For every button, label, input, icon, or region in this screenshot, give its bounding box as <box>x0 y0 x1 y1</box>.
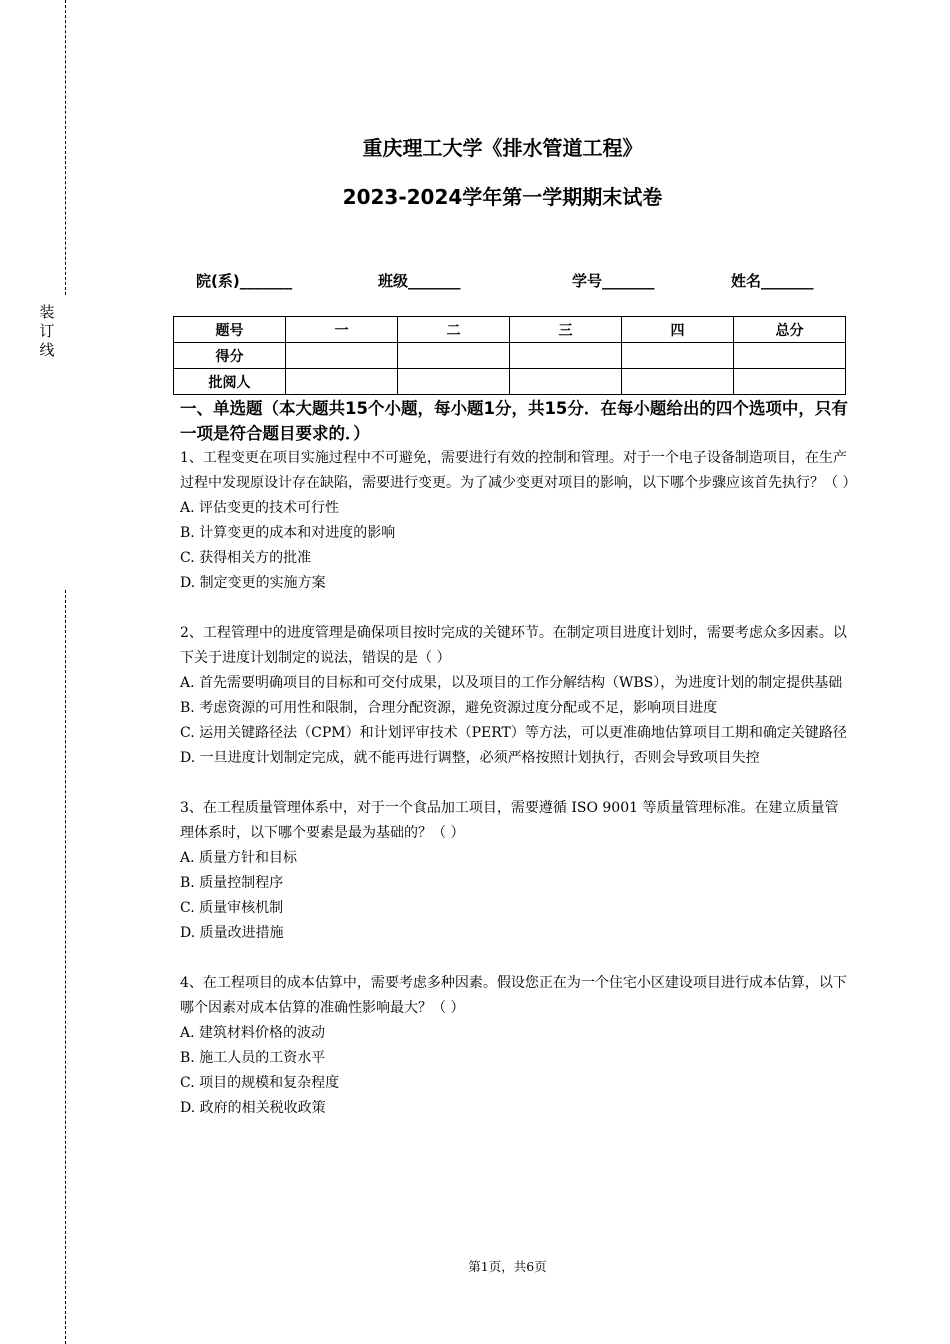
question-2 <box>180 621 852 771</box>
option-c: C. 运用关键路径法（CPM）和计划评审技术（PERT）等方法，可以更准确地估算项目工期和确定关键路径 <box>180 725 847 741</box>
question-stem: 1、工程变更在项目实施过程中不可避免，需要进行有效的控制和管理。对于一个电子设备制造项目，在生产过程中发现原设计存在缺陷，需要进行变更。为了减少变更对项目的影响，以下哪个步骤应该首先执行？（ ） <box>180 450 857 491</box>
question-stem: 3、在工程质量管理体系中，对于一个食品加工项目，需要遵循 ISO 9001 等质量管理标准。在建立质量管理体系时，以下哪个要素是最为基础的？（ ） <box>180 800 839 841</box>
binding-label: 装订线 <box>39 303 55 359</box>
option-b: B. 施工人员的工资水平 <box>180 1050 326 1066</box>
score-cell[interactable] <box>734 343 846 369</box>
name-field: 姓名_______ <box>731 272 814 290</box>
option-c: C. 获得相关方的批准 <box>180 550 312 566</box>
page-footer: 第1页，共6页 <box>468 1259 547 1274</box>
score-table-header-row <box>174 317 846 343</box>
option-d: D. 一旦进度计划制定完成，就不能再进行调整，必须严格按照计划执行，否则会导致项目失控 <box>180 750 760 766</box>
student-id-field: 学号_______ <box>572 272 655 290</box>
option-c: C. 质量审核机制 <box>180 900 284 916</box>
option-d: D. 政府的相关税收政策 <box>180 1100 326 1116</box>
reviewer-cell[interactable] <box>734 369 846 395</box>
question-stem: 4、在工程项目的成本估算中，需要考虑多种因素。假设您正在为一个住宅小区建设项目进行成本估算，以下哪个因素对成本估算的准确性影响最大？（ ） <box>180 975 847 1016</box>
class-field: 班级_______ <box>378 272 461 290</box>
reviewer-cell[interactable] <box>398 369 510 395</box>
question-stem: 2、工程管理中的进度管理是确保项目按时完成的关键环节。在制定项目进度计划时，需要考虑众多因素。以下关于进度计划制定的说法，错误的是（ ） <box>180 625 847 666</box>
score-row <box>174 343 846 369</box>
reviewer-cell[interactable] <box>286 369 398 395</box>
score-table-header: 题号 <box>174 317 286 343</box>
option-c: C. 项目的规模和复杂程度 <box>180 1075 340 1091</box>
exam-content <box>180 396 857 1146</box>
reviewer-cell[interactable] <box>510 369 622 395</box>
score-table-header: 一 <box>286 317 398 343</box>
option-b: B. 质量控制程序 <box>180 875 284 891</box>
reviewer-row <box>174 369 846 395</box>
question-4 <box>180 971 852 1121</box>
option-b: B. 计算变更的成本和对进度的影响 <box>180 525 396 541</box>
reviewer-row-label: 批阅人 <box>174 369 286 395</box>
score-table-header: 三 <box>510 317 622 343</box>
score-table-header: 四 <box>622 317 734 343</box>
score-row-label: 得分 <box>174 343 286 369</box>
score-cell[interactable] <box>510 343 622 369</box>
option-a: A. 质量方针和目标 <box>180 850 298 866</box>
score-cell[interactable] <box>622 343 734 369</box>
score-table <box>173 316 846 395</box>
exam-title: 重庆理工大学《排水管道工程》 <box>362 136 643 160</box>
section-heading: 一、单选题（本大题共15个小题，每小题1分，共15分．在每小题给出的四个选项中，只有一项是符合题目要求的．） <box>180 399 848 443</box>
score-cell[interactable] <box>286 343 398 369</box>
option-a: A. 评估变更的技术可行性 <box>180 500 340 516</box>
question-1 <box>180 446 857 596</box>
department-field: 院(系)_______ <box>196 272 293 290</box>
score-table-header: 二 <box>398 317 510 343</box>
option-a: A. 首先需要明确项目的目标和可交付成果，以及项目的工作分解结构（WBS），为进度计划的制定提供基础 <box>180 675 843 691</box>
exam-subtitle: 2023-2024学年第一学期期末试卷 <box>342 185 663 209</box>
question-3 <box>180 796 852 946</box>
option-d: D. 质量改进措施 <box>180 925 284 941</box>
reviewer-cell[interactable] <box>622 369 734 395</box>
score-cell[interactable] <box>398 343 510 369</box>
binding-line-bottom <box>65 590 66 1344</box>
option-b: B. 考虑资源的可用性和限制，合理分配资源，避免资源过度分配或不足，影响项目进度 <box>180 700 718 716</box>
option-d: D. 制定变更的实施方案 <box>180 575 326 591</box>
option-a: A. 建筑材料价格的波动 <box>180 1025 326 1041</box>
score-table-header: 总分 <box>734 317 846 343</box>
